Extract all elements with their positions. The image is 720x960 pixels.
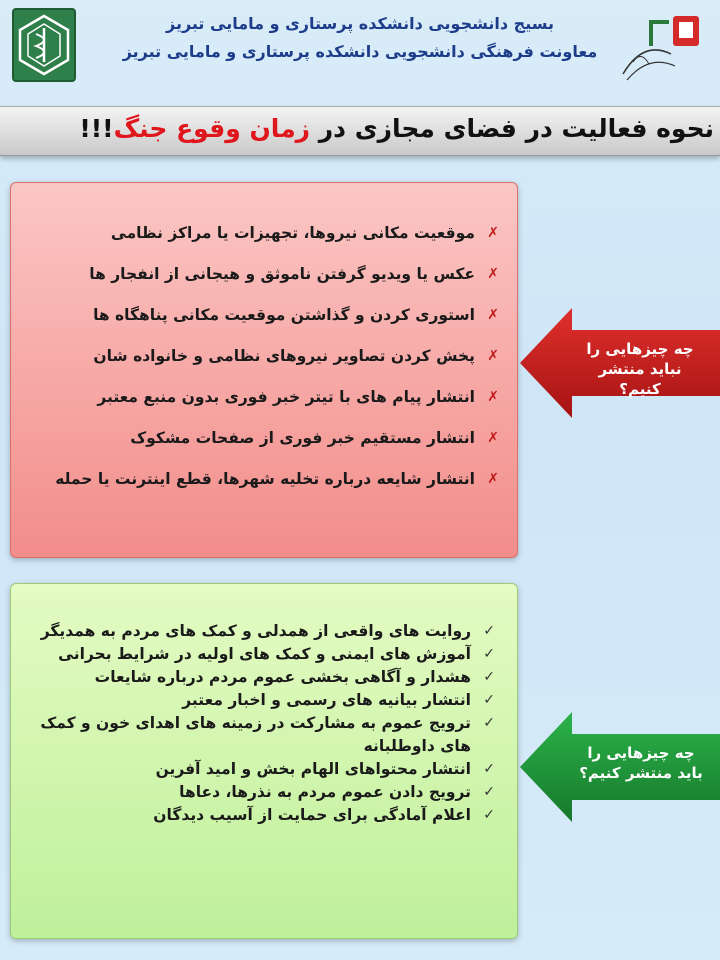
check-icon: ✓ bbox=[483, 669, 495, 685]
list-item: ✓ روایت های واقعی از همدلی و کمک های مردم به همدیگر bbox=[25, 620, 495, 643]
check-icon: ✓ bbox=[483, 692, 495, 708]
header-org-name: بسیج دانشجویی دانشکده پرستاری و مامایی تبریز bbox=[165, 14, 555, 33]
list-item: ✗ انتشار پیام های با تیتر خبر فوری بدون منبع معتبر bbox=[29, 377, 499, 418]
list-item: ✓ اعلام آمادگی برای حمایت از آسیب دیدگان bbox=[25, 804, 495, 827]
university-emblem-icon bbox=[14, 10, 74, 80]
cross-icon: ✗ bbox=[487, 225, 499, 241]
header-dept-name: معاونت فرهنگی دانشجویی دانشکده پرستاری و مامایی تبریز bbox=[122, 42, 598, 61]
check-icon: ✓ bbox=[483, 623, 495, 639]
cross-icon: ✗ bbox=[487, 307, 499, 323]
list-item: ✗ پخش کردن تصاویر نیروهای نظامی و خانواده شان bbox=[29, 336, 499, 377]
check-icon: ✓ bbox=[483, 646, 495, 662]
do-share-arrow bbox=[520, 712, 720, 822]
list-item: ✗ عکس یا ویدیو گرفتن ناموثق و هیجانی از انفجار ها bbox=[29, 254, 499, 295]
list-item: ✓ ترویج عموم به مشارکت در زمینه های اهدای خون و کمک های داوطلبانه bbox=[40, 714, 495, 755]
do-share-label: چه چیزهایی را باید منتشر کنیم؟ bbox=[579, 744, 703, 782]
list-item: ✓ انتشار محتواهای الهام بخش و امید آفرین bbox=[25, 758, 495, 781]
check-icon: ✓ bbox=[483, 761, 495, 777]
dont-share-label: چه چیزهایی را نباید منتشر کنیم؟ bbox=[586, 340, 694, 398]
cross-icon: ✗ bbox=[487, 471, 499, 487]
cross-icon: ✗ bbox=[487, 348, 499, 364]
basij-logo bbox=[613, 10, 708, 88]
list-item: ✗ انتشار مستقیم خبر فوری از صفحات مشکوک bbox=[29, 418, 499, 459]
list-item: ✗ موقعیت مکانی نیروها، تجهیزات یا مراکز نظامی bbox=[29, 213, 499, 254]
dont-share-list bbox=[29, 213, 499, 500]
cross-icon: ✗ bbox=[487, 430, 499, 446]
list-item: ✓ هشدار و آگاهی بخشی عموم مردم درباره شایعات bbox=[25, 666, 495, 689]
check-icon: ✓ bbox=[483, 784, 495, 800]
dont-share-arrow bbox=[520, 308, 720, 418]
page-title bbox=[79, 114, 714, 143]
check-icon: ✓ bbox=[483, 807, 495, 823]
title-main: نحوه فعالیت در فضای مجازی در bbox=[318, 114, 714, 143]
list-item: ✗ استوری کردن و گذاشتن موقعیت مکانی پناهگاه ها bbox=[29, 295, 499, 336]
university-logo bbox=[12, 8, 76, 82]
cross-icon: ✗ bbox=[487, 389, 499, 405]
check-icon: ✓ bbox=[483, 715, 495, 731]
do-share-list bbox=[25, 620, 495, 827]
list-item: ✓ انتشار بیانیه های رسمی و اخبار معتبر bbox=[25, 689, 495, 712]
basij-emblem-icon bbox=[613, 10, 708, 88]
title-exclamation: !!! bbox=[79, 114, 114, 143]
list-item: ✓ ترویج دادن عموم مردم به نذرها، دعاها bbox=[25, 781, 495, 804]
title-highlight: زمان وقوع جنگ bbox=[113, 114, 311, 143]
header bbox=[0, 0, 720, 100]
cross-icon: ✗ bbox=[487, 266, 499, 282]
dont-share-panel bbox=[10, 182, 518, 558]
do-share-panel bbox=[10, 583, 518, 939]
list-item: ✗ انتشار شایعه درباره تخلیه شهرها، قطع اینترنت یا حمله bbox=[29, 459, 499, 500]
list-item: ✓ آموزش های ایمنی و کمک های اولیه در شرایط بحرانی bbox=[25, 643, 495, 666]
title-bar bbox=[0, 106, 720, 156]
